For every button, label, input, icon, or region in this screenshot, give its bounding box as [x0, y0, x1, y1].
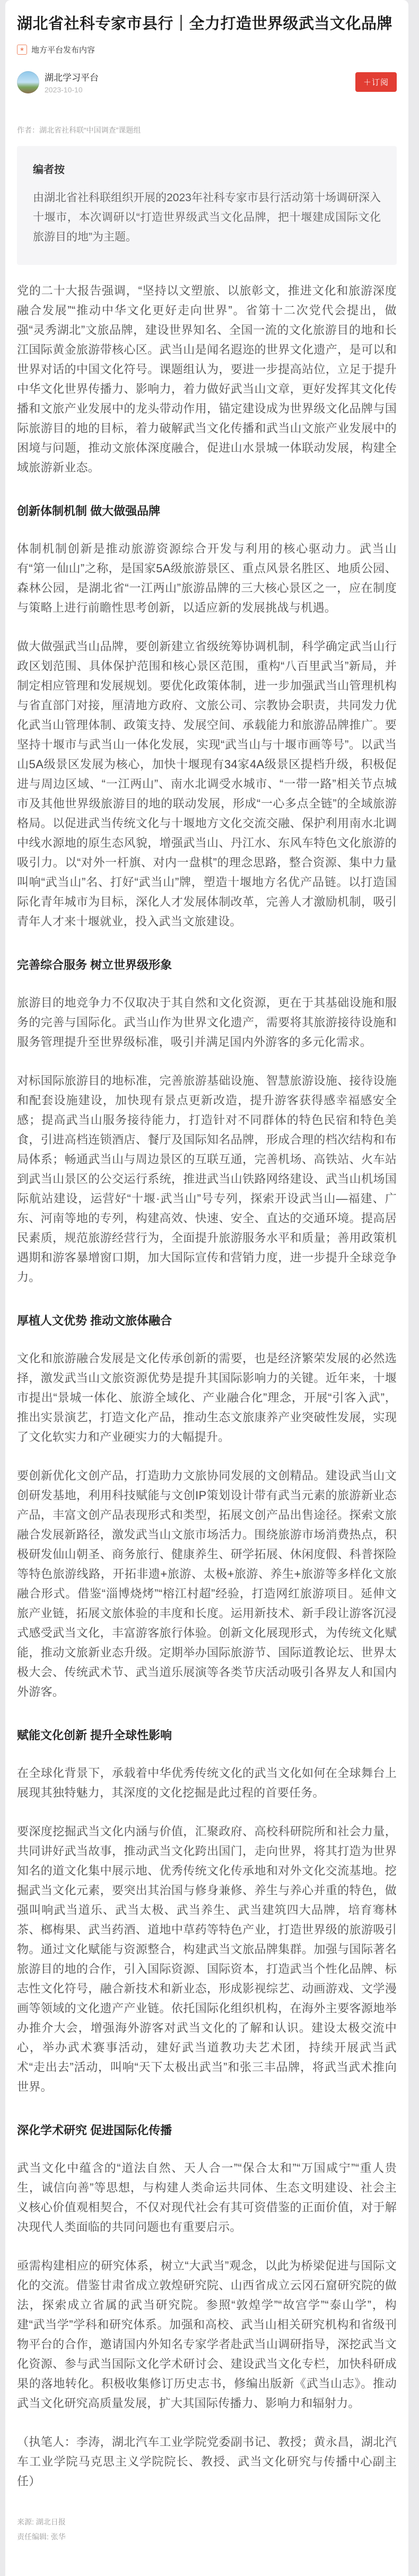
publisher-avatar[interactable] — [17, 71, 39, 93]
article-paragraph: 在全球化背景下，承载着中华优秀传统文化的武当文化如何在全球舞台上展现其独特魅力，其深度的文化挖掘是此过程的首要任务。 — [17, 1766, 397, 1800]
responsible-editor-line: 责任编辑: 张华 — [17, 2532, 66, 2541]
section-heading: 完善综合服务 树立世界级形象 — [17, 958, 172, 972]
article-paragraph: 武当文化中蕴含的“道法自然、天人合一”“保合太和”“万国咸宁”“重人贵生，诚信向善”等思想，与构建人类命运共同体、生态文明建设、社会主义核心价值观相契合，不仅对现代社会有其可资借鉴的正面价值，对于解决现代人类面临的共同问题也有重要启示。 — [17, 2161, 397, 2234]
editor-note-body: 由湖北省社科联组织开展的2023年社科专家市县行活动第十场调研深入十堰市，本次调研以“打造世界级武当文化品牌，把十堰建成国际文化旅游目的地”为主题。 — [33, 192, 381, 244]
editor-note-box — [17, 146, 397, 265]
editor-note-label: 编者按 — [33, 164, 65, 176]
article-paragraph: 文化和旅游融合发展是文化传承创新的需要，也是经济繁荣发展的必然选择，激发武当山文旅资源优势是提升其国际影响力的关键。近年来，十堰市提出“景城一体化、旅游全域化、产业融合化”理念，开展“引客入武”，推出实景演艺，打造文化产品，推动生态文旅康养产业突破性发展，实现了文化软实力和产业硬实力的大幅提升。 — [17, 1352, 397, 1444]
article-card — [5, 0, 408, 2576]
section-heading: 厚植人文优势 推动文旅体融合 — [17, 1314, 172, 1328]
article-paragraph: 要深度挖掘武当文化内涵与价值，汇聚政府、高校科研院所和社会力量，共同讲好武当故事，推动武当文化跨出国门，走向世界，将其打造为世界知名的道文化集中展示地、优秀传统文化传承地和对外文化交流基地。挖掘武当文化元素，要突出其治国与修身兼修、养生与养心并重的特色，做强叫响武当道乐、武当太极、武当养生、武当建筑四大品牌，培育骞林茶、榔梅果、武当药酒、道地中草药等特色产业，打造世界级的旅游吸引物。通过文化赋能与资源整合，构建武当文旅品牌集群。加强与国际著名旅游目的地的合作，引入国际资源、国际资本，打造武当个性化品牌、标志性文化符号，融合新技术和新业态，形成影视综艺、动画游戏、文学漫画等领域的文化遗产产业链。依托国际化组织机构，在海外主要客源地举办推介大会，增强海外游客对武当文化的了解和认识。建设太极交流中心，举办武术赛事活动，建好武当道教功夫艺术团，持续开展武当武术“走出去”活动，叫响“天下太极出武当”和张三丰品牌，将武当武术推向世界。 — [17, 1825, 397, 2094]
publisher-meta — [45, 70, 355, 94]
article-paragraph: 体制机制创新是推动旅游资源综合开发与利用的核心驱动力。武当山有“第一仙山”之称，是国家5A级旅游景区、重点风景名胜区、地质公园、森林公园，是湖北省“一江两山”旅游品牌的三大核心景区之一，应在制度与策略上进行前瞻性思考创新，以适应新的发展挑战与机遇。 — [17, 542, 397, 615]
article-paragraph: 做大做强武当山品牌，要创新建立省级统筹协调机制，科学确定武当山行政区划范围、具体保护范围和核心景区范围，重构“八百里武当”新局，并制定相应管理和发展规划。要优化政策体制，进一步加强武当山管理机构与省直部门对接，厘清地方政府、文旅公司、宗教协会职责，共同发力优化武当山管理体制、政策支持、发展空间、承载能力和旅游品牌推广。要坚持十堰市与武当山一体化发展，实现“武当山与十堰市画等号”。以武当山5A级景区发展为核心，加快十堰现有34家4A级景区提档升级，积极促进与周边区域、“一江两山”、南水北调受水城市、“一带一路”相关节点城市及其他世界级旅游目的地的联动发展，形成“一心多点全链”的全域旅游格局。以促进武当传统文化与十堰地方文化交流交融、保护利用南水北调中线水源地的原生态风貌，增强武当山、丹江水、东风车特色文化旅游的吸引力。以“对外一杆旗、对内一盘棋”的理念思路，整合资源、集中力量叫响“武当山”名、打好“武当山”牌，塑造十堰地方名优产品链。以打造国际化青年城市为目标，深化人才发展体制改革，完善人才激励机制，吸引青年人才来十堰就业，投入武当文旅建设。 — [17, 640, 397, 929]
article-paragraph: 旅游目的地竞争力不仅取决于其自然和文化资源，更在于其基础设施和服务的完善与国际化。武当山作为世界文化遗产，需要将其旅游接待设施和服务管理提升至世界级标准，吸引并满足国内外游客的多元化需求。 — [17, 996, 397, 1049]
author-line: 作者：湖北省社科联“中国调查”课题组 — [17, 126, 141, 135]
star-badge-icon: ★ — [17, 45, 27, 55]
section-heading: 创新体制机制 做大做强品牌 — [17, 504, 161, 518]
publisher-row — [17, 70, 397, 94]
section-heading: 赋能文化创新 提升全球性影响 — [17, 1729, 172, 1742]
article-paragraph: 党的二十大报告强调，“坚持以文塑旅、以旅彰文，推进文化和旅游深度融合发展”“推动中华文化更好走向世界”。省第十二次党代会提出，做强“灵秀湖北”文旅品牌，建设世界知名、全国一流的文化旅游目的地和长江国际黄金旅游带核心区。武当山是闻名遐迩的世界文化遗产，是可以和世界对话的中国文化符号。课题组认为，要进一步提高站位，立足于提升中华文化世界传播力、影响力，着力做好武当山文章，更好发挥其文化传播和文旅产业发展中的龙头带动作用，锚定建设成为世界级文化品牌与国际旅游目的地的目标，着力破解武当文化传播和武当山文旅产业发展中的困境与问题，推动文旅体深度融合，促进山水景城一体联动发展，构建全域旅游新业态。 — [17, 284, 397, 475]
article-paragraph: （执笔人：李涛，湖北汽车工业学院党委副书记、教授；黄永昌，湖北汽车工业学院马克思主义学院院长、教授、武当文化研究与传播中心副主任） — [17, 2435, 397, 2488]
article-footer — [17, 2514, 397, 2544]
article-title: 湖北省社科专家市县行｜全力打造世界级武当文化品牌 — [17, 15, 393, 32]
article-paragraph: 亟需构建相应的研究体系，树立“大武当”观念，以此为桥梁促进与国际文化的交流。借鉴甘肃省成立敦煌研究院、山西省成立云冈石窟研究院的做法，探索成立省属的武当研究院。参照“敦煌学”“故宫学”“泰山学”，构建“武当学”学科和研究体系。加强和高校、武当山相关研究机构和省级刊物平台的合作，邀请国内外知名专家学者赴武当山调研指导，深挖武当文化资源、参与武当国际文化学术研讨会、建设武当文化专栏，加快科研成果的落地转化。积极收集修订历史志书，修编出版新《武当山志》。推动武当文化研究高质量发展，扩大其国际传播力、影响力和辐射力。 — [17, 2259, 397, 2410]
subscribe-button[interactable]: ＋订阅 — [355, 72, 397, 92]
section-heading: 深化学术研究 促进国际化传播 — [17, 2124, 172, 2137]
publisher-name[interactable]: 湖北学习平台 — [45, 73, 99, 83]
article-paragraph: 对标国际旅游目的地标准，完善旅游基础设施、智慧旅游设施、接待设施和配套设施建设，加快现有景点更新改造，提升游客获得感幸福感安全感；提高武当山服务接待能力，打造针对不同群体的特色民宿和特色美食，引进高档连锁酒店、餐厅及国际知名品牌，形成合理的档次结构和布局体系；畅通武当山与周边景区的互联互通，完善机场、高铁站、火车站到武当山景区的公交运行系统，推进武当山铁路网络建设、武当山机场国际航站建设，运营好“十堰·武当山”号专列，探索开设武当山—福建、广东、河南等地的专列，构建高效、快速、安全、直达的交通环境。提高居民素质，规范旅游经营行为，全面提升旅游服务水平和质量；善用政策机遇期和游客暴增窗口期，加大国际宣传和营销力度，进一步提升全球竞争力。 — [17, 1074, 397, 1284]
platform-badge — [17, 44, 397, 55]
source-line: 来源: 湖北日报 — [17, 2518, 66, 2527]
article-paragraph: 要创新优化文创产品，打造助力文旅协同发展的文创精品。建设武当山文创研发基地，利用科技赋能与文创IP策划设计带有武当元素的旅游新业态产品，丰富文创产品表现形式和类型，拓展文创产品出售途径。探索文旅融合发展新路径，激发武当山文旅市场活力。围绕旅游市场消费热点，积极研发仙山朝圣、商务旅行、健康养生、研学拓展、休闲度假、科普探险等特色旅游线路，开拓非遗+旅游、太极+旅游、养生+旅游等多样化文旅融合形式。借鉴“淄博烧烤”“榕江村超”经验，打造网红旅游项目。延伸文旅产业链，拓展文旅体验的丰度和长度。运用新技术、新手段让游客沉浸式感受武当文化，丰富游客旅行体验。创新文化展现形式，为传统文化赋能，推动文旅新业态升级。定期举办国际旅游节、国际道教论坛、世界太极大会、传统武术节、武当道乐展演等各类节庆活动吸引各界友人和国内外游客。 — [17, 1469, 397, 1699]
platform-badge-label: 地方平台发布内容 — [31, 46, 95, 55]
article-body — [17, 281, 397, 2491]
publish-date: 2023-10-10 — [45, 85, 83, 95]
